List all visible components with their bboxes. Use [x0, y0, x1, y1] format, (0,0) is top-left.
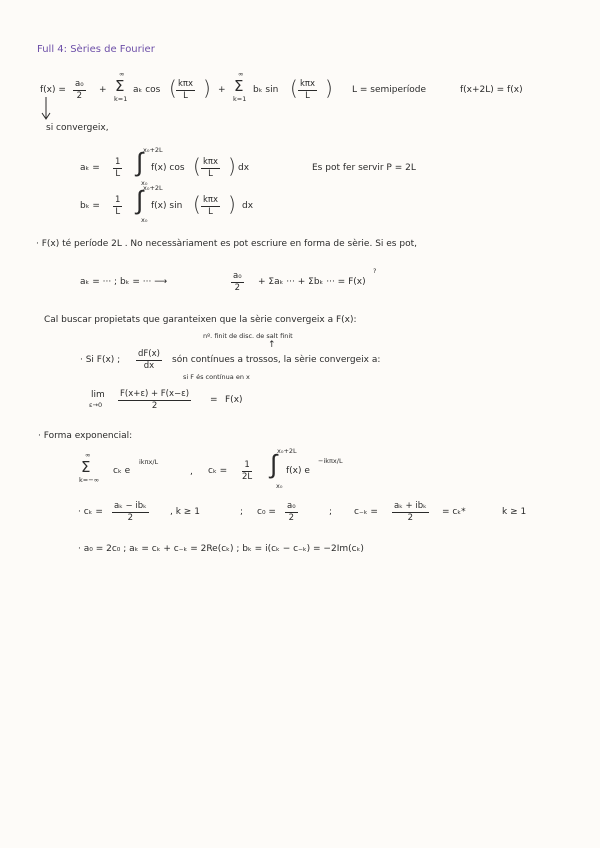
ck-exponent: −ikπx/L: [318, 457, 343, 465]
exp-comma: ,: [190, 467, 193, 477]
c0-fraction: [285, 502, 298, 522]
eq1-plus-2: +: [218, 85, 226, 95]
series-a0-num: a₀: [233, 271, 242, 281]
ak-arg-den: L: [208, 168, 213, 179]
ck-upper-limit: x₀+2L: [277, 447, 297, 455]
real-coefficients-relations: · a₀ = 2c₀ ; aₖ = cₖ + c₋ₖ = 2Re(cₖ) ; bₖ = i(cₖ − c₋ₖ) = −2Im(cₖ): [78, 544, 364, 554]
sum-symbol: Σ: [115, 77, 125, 95]
paren-open-4: (: [193, 192, 201, 216]
series-coeff-dots: aₖ = ··· ; bₖ = ··· ⟶: [80, 277, 168, 287]
question-mark: ?: [373, 267, 377, 275]
arrow-down-icon: [40, 96, 52, 124]
eq1-sum-top: ∞: [119, 70, 125, 78]
paren-close: ): [203, 76, 211, 100]
eq1-plus: +: [99, 85, 107, 95]
c0-lhs: c₀ =: [257, 507, 276, 517]
derivative-num: dF(x): [138, 349, 160, 359]
ck-relation-num: aₖ − ibₖ: [114, 501, 147, 511]
sum-symbol-2: Σ: [234, 77, 244, 95]
eq1-sin-arg: [298, 80, 317, 100]
limit-num: F(x+ε) + F(x−ε): [120, 389, 190, 399]
ck-lower-limit: x₀: [276, 482, 283, 490]
bk-integrand: f(x) sin: [151, 201, 183, 211]
eq1-a0-fraction: [73, 80, 86, 100]
exp-sum-top: ∞: [85, 451, 91, 459]
c0-den: 2: [288, 512, 295, 523]
eq1-sum2-top: ∞: [238, 70, 244, 78]
bk-lower-limit: x₀: [141, 216, 148, 224]
limit-den: 2: [151, 400, 158, 411]
derivative-den: dx: [143, 360, 155, 371]
eq1-lhs: f(x) =: [40, 85, 66, 95]
eq1-bk-sin: bₖ sin: [253, 85, 279, 95]
cmk-den: 2: [407, 512, 414, 523]
lim-subscript: ε→0: [89, 401, 103, 409]
paren-close-2: ): [325, 76, 333, 100]
series-rest: + Σaₖ ··· + Σbₖ ··· = F(x): [258, 277, 366, 287]
conjugate-relation: = cₖ*: [442, 507, 466, 517]
integral-symbol: ∫: [136, 148, 144, 178]
c0-num: a₀: [287, 501, 296, 511]
ak-arg-num: kπx: [203, 157, 219, 167]
semicolon-1: ;: [240, 507, 244, 517]
eq1-cos-arg: [176, 80, 195, 100]
ak-upper-limit: x₀+2L: [143, 146, 163, 154]
ak-integrand: f(x) cos: [151, 163, 185, 173]
bk-prefactor-den: L: [115, 206, 121, 217]
eq1-sin-arg-num: kπx: [300, 79, 316, 89]
paren-open: (: [169, 76, 177, 100]
arrow-up-icon: ↑: [268, 340, 276, 350]
paren-open-2: (: [290, 76, 298, 100]
cmk-num: aₖ + ibₖ: [394, 501, 427, 511]
ck-relation-lhs: · cₖ =: [78, 507, 103, 517]
integral-symbol-2: ∫: [136, 186, 144, 216]
exponential-form-heading: · Forma exponencial:: [38, 431, 133, 441]
bk-upper-limit: x₀+2L: [143, 184, 163, 192]
periodicity-condition: f(x+2L) = f(x): [460, 85, 523, 95]
ck-relation-fraction: [112, 502, 149, 522]
eq1-ak-cos: aₖ cos: [133, 85, 161, 95]
series-a0-fraction: [231, 272, 244, 292]
bk-dx: dx: [242, 201, 254, 211]
k-condition-2: k ≥ 1: [502, 507, 527, 517]
derivative-fraction: [136, 350, 162, 370]
bk-arg: [201, 196, 220, 216]
cmk-fraction: [392, 502, 429, 522]
series-a0-den: 2: [234, 282, 241, 293]
ak-prefactor: [113, 158, 122, 178]
page-title: Full 4: Sèries de Fourier: [37, 44, 155, 55]
semicolon-2: ;: [329, 507, 333, 517]
k-condition: , k ≥ 1: [170, 507, 200, 517]
ak-prefactor-num: 1: [115, 157, 121, 167]
finite-discontinuities-note: nº. finit de disc. de salt finit: [203, 332, 293, 340]
ck-integrand: f(x) e: [286, 466, 310, 476]
ak-lhs: aₖ =: [80, 163, 100, 173]
limit-rhs: F(x): [225, 395, 243, 405]
paren-close-4: ): [228, 192, 236, 216]
ck-prefactor: [242, 461, 252, 481]
properties-statement: Cal buscar propietats que garanteixen que la sèrie convergeix a F(x):: [44, 315, 357, 325]
ck-relation-den: 2: [127, 512, 134, 523]
sum-symbol-3: Σ: [81, 458, 91, 476]
exp-series-exponent: ikπx/L: [139, 458, 159, 466]
bk-prefactor-num: 1: [115, 195, 121, 205]
exp-series-body: cₖ e: [113, 466, 131, 476]
semiperiod-definition: L = semiperíode: [352, 85, 426, 95]
eq1-sum2-bottom: k=1: [233, 95, 247, 103]
ak-lower-limit: x₀: [141, 179, 148, 187]
ak-dx: dx: [238, 163, 250, 173]
bk-lhs: bₖ =: [80, 201, 100, 211]
eq1-sin-arg-den: L: [305, 90, 310, 101]
paren-close-3: ): [228, 154, 236, 178]
lim-label: lim: [91, 390, 105, 400]
bk-prefactor: [113, 196, 122, 216]
limit-equals: =: [210, 395, 218, 405]
integral-symbol-3: ∫: [270, 450, 278, 480]
condition-prefix: · Si F(x) ;: [80, 355, 121, 365]
ak-arg: [201, 158, 220, 178]
ck-lhs: cₖ =: [208, 466, 228, 476]
period-note: Es pot fer servir P = 2L: [312, 163, 416, 173]
cmk-lhs: c₋ₖ =: [354, 507, 378, 517]
ck-prefactor-num: 1: [244, 460, 250, 470]
ck-prefactor-den: 2L: [242, 471, 253, 482]
bk-arg-num: kπx: [203, 195, 219, 205]
period-statement: · F(x) té període 2L . No necessàriament es pot escriure en forma de sèrie. Si es pot,: [36, 239, 417, 249]
eq1-a0-den: 2: [76, 90, 83, 101]
continuity-note: si F és contínua en x: [183, 373, 250, 381]
bk-arg-den: L: [208, 206, 213, 217]
eq1-sum-bottom: k=1: [114, 95, 128, 103]
converges-note: si convergeix,: [46, 123, 109, 133]
ak-prefactor-den: L: [115, 168, 121, 179]
exp-sum-bottom: k=−∞: [79, 476, 100, 484]
condition-rest: són contínues a trossos, la sèrie convergeix a:: [172, 355, 381, 365]
eq1-cos-arg-den: L: [183, 90, 188, 101]
limit-fraction: [118, 390, 191, 410]
eq1-a0-num: a₀: [75, 79, 84, 89]
eq1-cos-arg-num: kπx: [178, 79, 194, 89]
paren-open-3: (: [193, 154, 201, 178]
